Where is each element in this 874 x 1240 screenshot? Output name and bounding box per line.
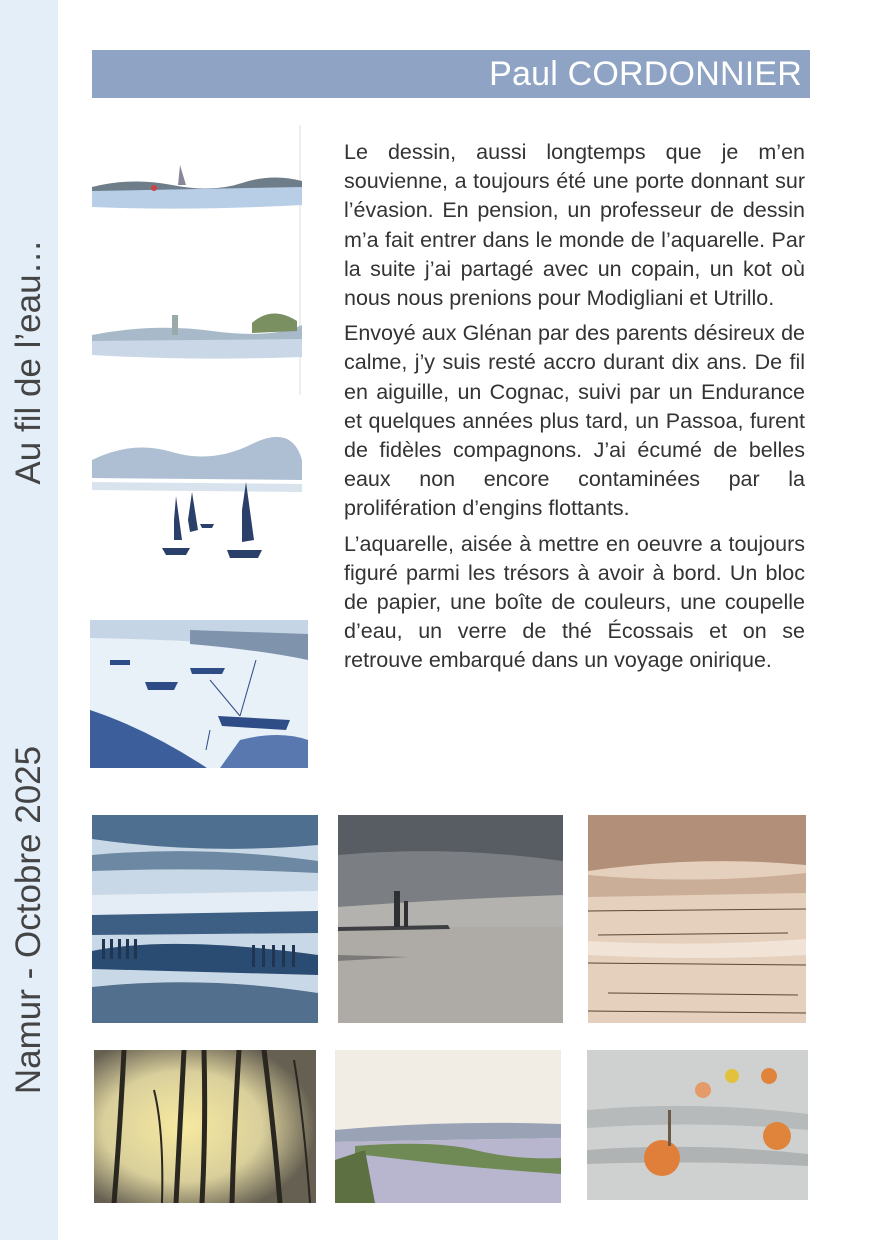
paragraph-1: Le dessin, aussi longtemps que je m’en souvienne, a toujours été une porte donnant sur l’évasion. En pension, un professeur de dessin m’a fait entrer dans le monde de l’aquarelle. Par la suite j’ai partagé avec un copain, un kot où nous nous prenions pour Modigliani et Utrillo.: [344, 140, 805, 311]
paragraph-2: Envoyé aux Glénan par des parents désireux de calme, j’y suis resté accro durant dix ans. De fil en aiguille, un Cognac, suivi par un Endurance et quelques années plus tard, un Passoa, furent de fidèles compagnons. J’ai écumé de belles eaux non encore contaminées par la prolifération d’engins flottants.: [344, 321, 805, 521]
header-bar: [92, 50, 810, 98]
sidebar-date: Namur - Octobre 2025: [9, 745, 48, 1095]
sidebar-title: Au fil de l’eau…: [9, 239, 48, 485]
painting-sailboat-horizon: [92, 125, 302, 395]
painting-marsh: [335, 1050, 561, 1203]
painting-trees-sunset: [94, 1050, 316, 1203]
artist-statement: [344, 138, 805, 682]
painting-moored-boats: [90, 620, 308, 768]
paragraph-3: L’aquarelle, aisée à mettre en oeuvre a toujours figuré parmi les trésors à avoir à bord. Un bloc de papier, une boîte de couleurs, une coupelle d’eau, un verre de thé Écossais et on se retrouve embarqué dans un voyage onirique.: [344, 531, 805, 673]
painting-three-boats: [92, 400, 302, 575]
artist-name: Paul CORDONNIER: [489, 55, 802, 93]
painting-sepia-sea: [588, 815, 806, 1023]
painting-lighthouse: [338, 815, 563, 1023]
sidebar: [0, 0, 58, 1240]
painting-buoys: [587, 1050, 808, 1200]
painting-blue-shoreline: [92, 815, 318, 1023]
